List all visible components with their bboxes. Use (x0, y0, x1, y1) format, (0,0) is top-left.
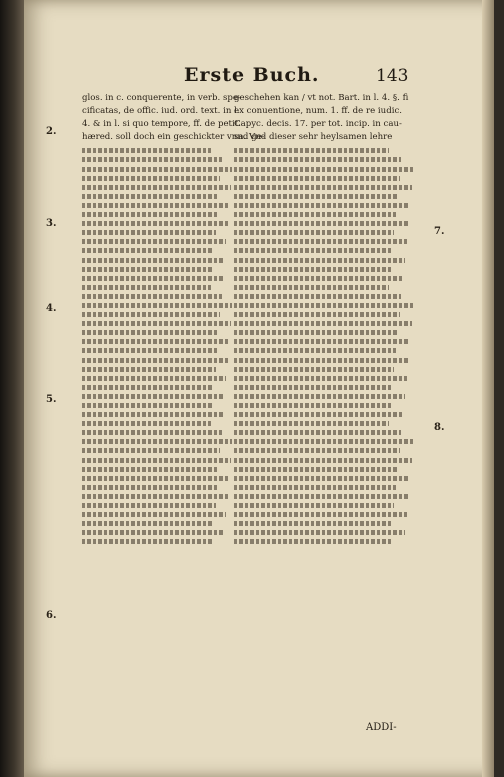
unreadable-text-line (234, 157, 401, 162)
unreadable-text-line (234, 512, 407, 517)
unreadable-text-line (82, 385, 214, 390)
unreadable-text-line (234, 148, 389, 153)
unreadable-text-line (82, 376, 226, 381)
unreadable-text-line (82, 348, 217, 353)
unreadable-text-line (82, 294, 222, 299)
unreadable-text-line (82, 285, 211, 290)
unreadable-text-line (234, 303, 414, 308)
unreadable-text-line (234, 321, 412, 326)
unreadable-text-line (234, 485, 396, 490)
unreadable-text-line (234, 167, 414, 172)
unreadable-text-line (82, 148, 211, 153)
unreadable-text-line (234, 239, 407, 244)
unreadable-text-line (82, 312, 220, 317)
unreadable-text-line (234, 212, 396, 217)
unreadable-text-line (234, 503, 394, 508)
unreadable-text-line (234, 348, 396, 353)
text-line: geschehen kan / vt not. Bart. in l. 4. §. fi (234, 93, 409, 103)
unreadable-text-line (82, 221, 228, 226)
margin-number: 7. (434, 226, 445, 237)
unreadable-text-line (234, 494, 409, 499)
unreadable-text-line (82, 167, 232, 172)
unreadable-text-line (82, 176, 220, 181)
page-edge (482, 0, 494, 777)
unreadable-text-line (234, 285, 389, 290)
unreadable-text-line (234, 394, 405, 399)
page-header (24, 64, 494, 90)
unreadable-text-line (234, 367, 394, 372)
unreadable-text-line (82, 358, 228, 363)
left-unreadable-lines (82, 144, 232, 548)
right-unreadable-lines (234, 144, 414, 548)
text-line: cificatas, de offic. iud. ord. text. in l. (82, 106, 240, 117)
unreadable-text-line (234, 376, 407, 381)
page-number: 143 (376, 66, 409, 86)
unreadable-text-line (234, 312, 400, 317)
unreadable-text-line (82, 394, 225, 399)
unreadable-text-line (82, 421, 211, 426)
unreadable-text-line (234, 358, 409, 363)
unreadable-text-line (82, 430, 222, 435)
book-page (24, 0, 494, 777)
unreadable-text-line (82, 494, 228, 499)
unreadable-text-line (234, 339, 410, 344)
unreadable-text-line (82, 212, 217, 217)
unreadable-text-line (82, 448, 220, 453)
text-line: sa. Vnd dieser sehr heylsamen lehre (234, 132, 393, 143)
unreadable-text-line (234, 294, 401, 299)
unreadable-text-line (82, 194, 219, 199)
margin-number: 4. (46, 303, 57, 314)
margin-number: 3. (46, 218, 57, 229)
unreadable-text-line (82, 267, 213, 272)
unreadable-text-line (82, 239, 226, 244)
unreadable-text-line (234, 421, 389, 426)
unreadable-text-line (82, 403, 213, 408)
unreadable-text-line (82, 439, 232, 444)
unreadable-text-line (82, 485, 217, 490)
unreadable-text-line (82, 339, 229, 344)
unreadable-text-line (234, 230, 394, 235)
unreadable-text-line (82, 476, 229, 481)
unreadable-text-line (234, 539, 391, 544)
unreadable-text-line (234, 412, 403, 417)
unreadable-text-line (234, 176, 400, 181)
text-line: hæred. soll doch ein geschickter vnnd ge- (82, 132, 265, 143)
unreadable-text-line (82, 258, 225, 263)
running-title: Erste Buch. (184, 64, 320, 86)
margin-number: 2. (46, 126, 57, 137)
unreadable-text-line (82, 303, 232, 308)
unreadable-text-line (234, 267, 391, 272)
unreadable-text-line (82, 467, 219, 472)
unreadable-text-line (234, 530, 405, 535)
left-text-column (82, 92, 265, 144)
unreadable-text-line (234, 439, 414, 444)
unreadable-text-line (234, 458, 412, 463)
unreadable-text-line (82, 157, 222, 162)
margin-number: 5. (46, 394, 57, 405)
text-line: ex conuentione, num. 1. ff. de re iudic. (234, 106, 402, 117)
unreadable-text-line (234, 258, 405, 263)
unreadable-text-line (82, 521, 214, 526)
unreadable-text-line (82, 248, 214, 253)
unreadable-text-line (82, 367, 216, 372)
text-line: 4. & in l. si quo tempore, ff. de petit. (82, 119, 241, 130)
unreadable-text-line (82, 458, 231, 463)
unreadable-text-line (234, 194, 398, 199)
text-line: glos. in c. conquerente, in verb. spe- (82, 93, 241, 103)
unreadable-text-line (234, 248, 392, 253)
text-line: Capyc. decis. 17. per tot. incip. in cau- (234, 119, 402, 130)
unreadable-text-line (234, 330, 398, 335)
unreadable-text-line (234, 385, 392, 390)
margin-number: 8. (434, 422, 445, 433)
unreadable-text-line (234, 430, 401, 435)
unreadable-text-line (82, 512, 226, 517)
unreadable-text-line (234, 467, 398, 472)
unreadable-text-line (234, 203, 410, 208)
unreadable-text-line (234, 276, 403, 281)
unreadable-text-line (82, 503, 216, 508)
unreadable-text-line (82, 203, 229, 208)
unreadable-text-line (82, 185, 231, 190)
margin-number: 6. (46, 610, 57, 621)
unreadable-text-line (82, 321, 231, 326)
unreadable-text-line (82, 230, 216, 235)
right-text-column (234, 92, 414, 144)
unreadable-text-line (234, 448, 400, 453)
unreadable-text-line (82, 412, 223, 417)
unreadable-text-line (234, 185, 412, 190)
unreadable-text-line (82, 276, 223, 281)
unreadable-text-line (82, 539, 213, 544)
catchword: ADDI- (366, 722, 397, 733)
unreadable-text-line (234, 476, 410, 481)
book-spine (0, 0, 26, 777)
unreadable-text-line (234, 403, 391, 408)
unreadable-text-line (82, 330, 219, 335)
unreadable-text-line (234, 521, 392, 526)
unreadable-text-line (234, 221, 409, 226)
unreadable-text-line (82, 530, 225, 535)
